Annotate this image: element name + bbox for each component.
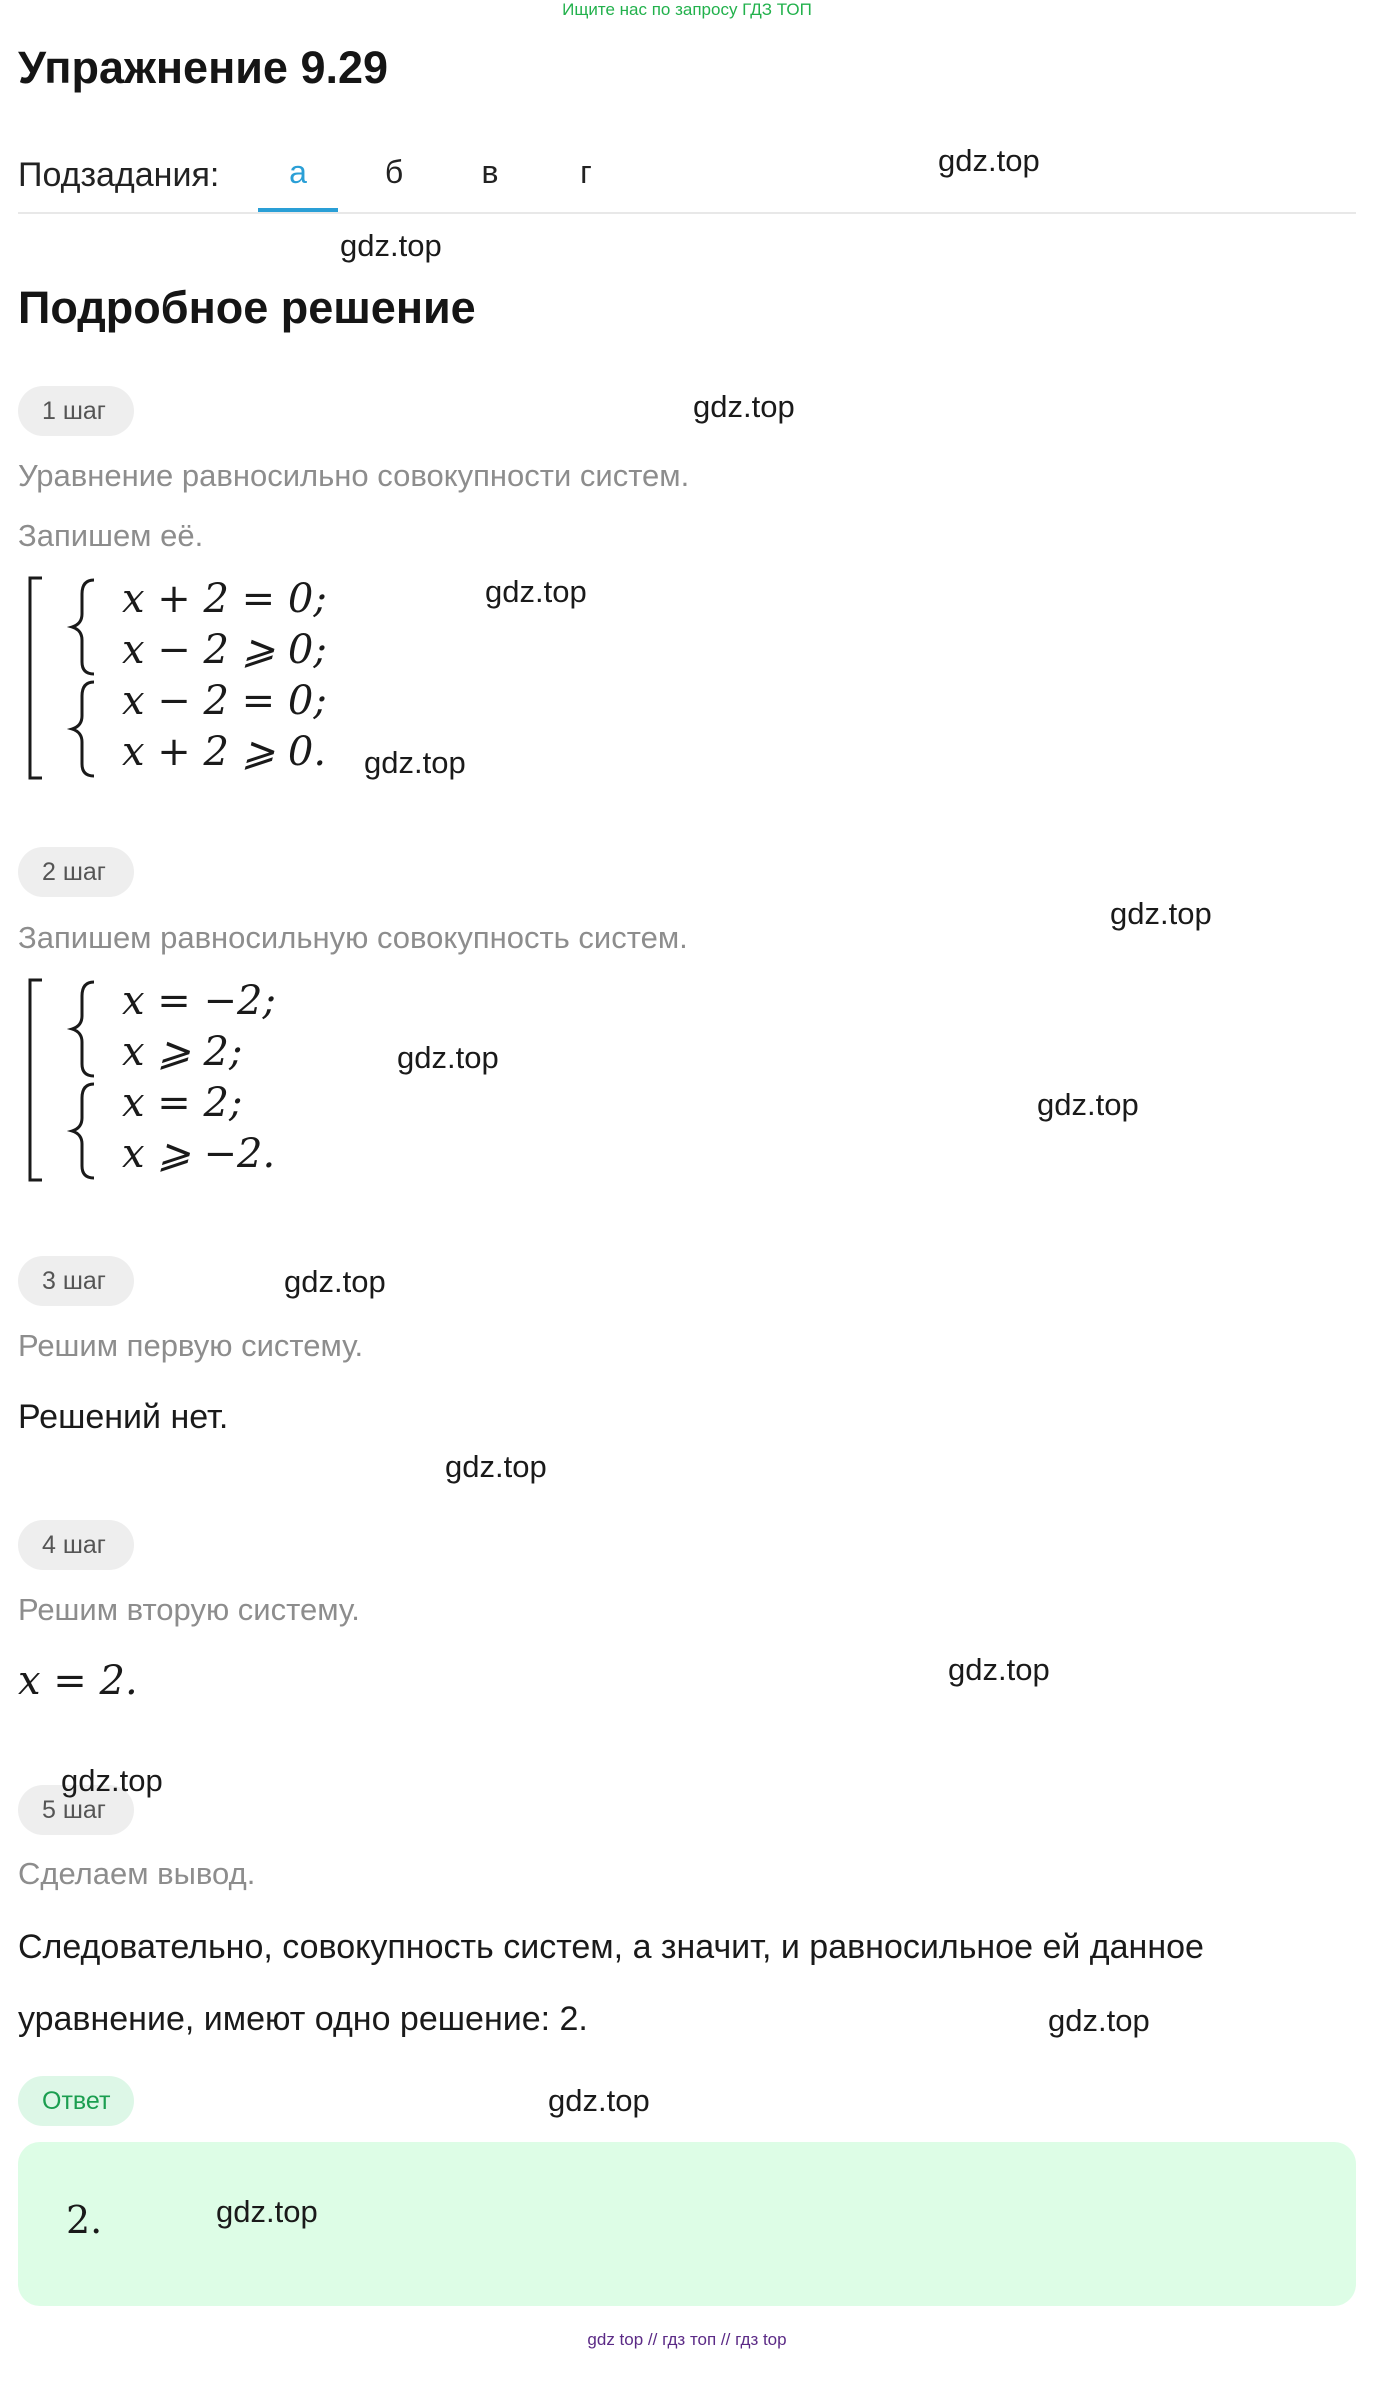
footer-links[interactable]: gdz top // гдз топ // гдз top (587, 2330, 787, 2349)
subtasks-nav (18, 148, 1356, 214)
math-row: x + 2 ⩾ 0. (122, 729, 327, 775)
watermark: gdz.top (1048, 2003, 1150, 2038)
math-row: x = 2; (122, 1080, 243, 1126)
step-1-text: Уравнение равносильно совокупности систем. (18, 458, 690, 493)
watermark: gdz.top (1037, 1087, 1139, 1122)
watermark: gdz.top (340, 228, 442, 263)
watermark: gdz.top (397, 1040, 499, 1075)
math-row: x − 2 = 0; (122, 678, 327, 724)
top-banner[interactable]: Ищите нас по запросу ГДЗ ТОП (562, 0, 812, 19)
step-2-system-set (26, 976, 426, 1186)
step-3-text: Решим первую систему. (18, 1328, 364, 1363)
watermark: gdz.top (61, 1763, 163, 1798)
watermark: gdz.top (445, 1449, 547, 1484)
subtasks-label: Подзадания: (18, 156, 220, 194)
step-1-badge: 1 шаг (18, 386, 134, 436)
math-row: x = −2; (122, 978, 276, 1024)
watermark: gdz.top (548, 2083, 650, 2118)
section-title: Подробное решение (18, 282, 476, 333)
step-2-badge: 2 шаг (18, 847, 134, 897)
watermark: gdz.top (364, 745, 466, 780)
math-row: x ⩾ −2. (122, 1131, 276, 1177)
math-row: x + 2 = 0; (122, 576, 327, 622)
system-set-brackets (26, 574, 122, 784)
page-title: Упражнение 9.29 (18, 42, 389, 93)
step-4-badge: 4 шаг (18, 1520, 134, 1570)
answer-value: 2. (66, 2198, 103, 2242)
watermark: gdz.top (284, 1264, 386, 1299)
step-5-badge: 5 шаг (18, 1785, 134, 1835)
tab-b[interactable]: б (384, 154, 404, 190)
tab-a[interactable]: а (258, 154, 338, 191)
answer-badge: Ответ (18, 2076, 134, 2126)
watermark: gdz.top (938, 143, 1040, 178)
system-set-brackets (26, 976, 122, 1186)
watermark: gdz.top (1110, 896, 1212, 931)
watermark: gdz.top (216, 2194, 318, 2229)
watermark: gdz.top (485, 574, 587, 609)
step-5-text: Сделаем вывод. (18, 1856, 256, 1891)
step-4-result: x = 2. (18, 1658, 138, 1704)
tab-g[interactable]: г (580, 154, 592, 190)
step-4-text: Решим вторую систему. (18, 1592, 360, 1627)
math-row: x − 2 ⩾ 0; (122, 627, 327, 673)
watermark: gdz.top (693, 389, 795, 424)
step-3-result: Решений нет. (18, 1398, 229, 1436)
tab-v[interactable]: в (481, 154, 499, 190)
step-5-conclusion-line-1: Следовательно, совокупность систем, а значит, и равносильное ей данное (18, 1928, 1204, 1966)
step-1-text-2: Запишем её. (18, 518, 204, 553)
math-row: x ⩾ 2; (122, 1029, 243, 1075)
watermark: gdz.top (948, 1652, 1050, 1687)
step-5-conclusion-line-2: уравнение, имеют одно решение: 2. (18, 2000, 588, 2038)
step-3-badge: 3 шаг (18, 1256, 134, 1306)
step-2-text: Запишем равносильную совокупность систем. (18, 920, 688, 955)
